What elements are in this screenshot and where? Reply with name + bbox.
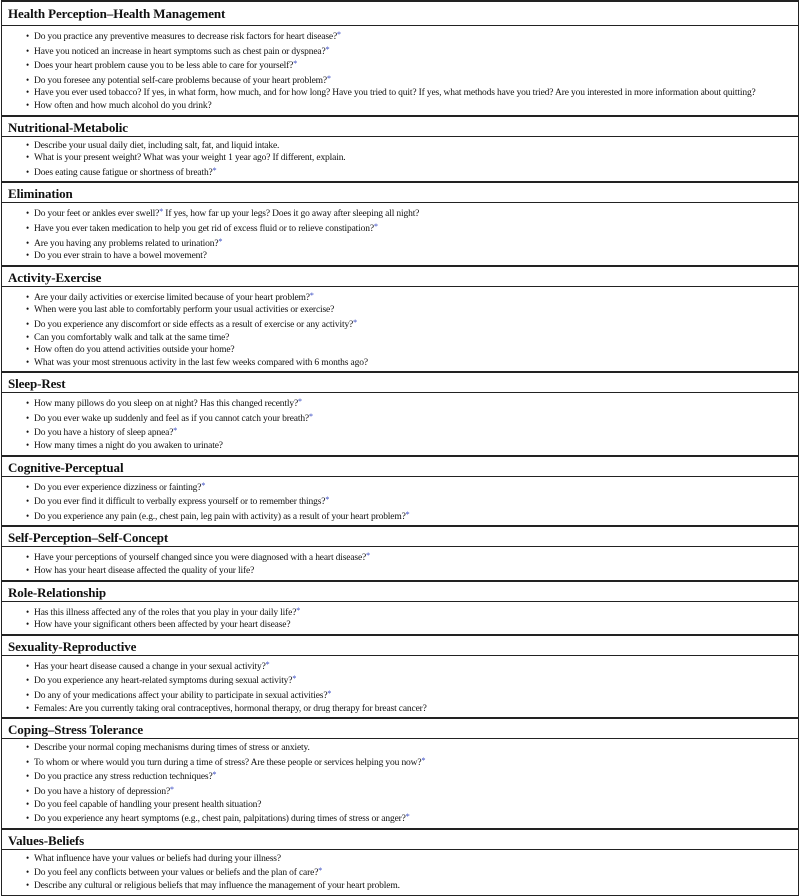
bullet-icon: • — [26, 87, 30, 98]
question-item — [26, 673, 798, 688]
footnote-marker-icon: * — [326, 73, 331, 83]
question-text: Do you experience any pain (e.g., chest pain, leg pain with activity) as a result of your heart problem? — [34, 511, 406, 522]
section-header: Nutritional-Metabolic — [2, 115, 798, 137]
question-text: How have your significant others been affected by your heart disease? — [34, 620, 291, 631]
question-item — [26, 494, 798, 509]
section-header: Elimination — [2, 181, 798, 203]
question-list — [2, 742, 798, 826]
section-body — [2, 287, 798, 372]
footnote-marker-icon: * — [293, 59, 298, 69]
section-body — [2, 203, 798, 264]
bullet-icon: • — [26, 208, 30, 219]
footnote-marker-icon: * — [373, 221, 378, 231]
footnote-marker-icon: * — [218, 236, 223, 246]
question-text: Does your heart problem cause you to be less able to care for yourself? — [34, 61, 294, 72]
footnote-marker-icon: * — [309, 411, 313, 421]
footnote-marker-icon: * — [366, 551, 370, 561]
bullet-icon: • — [26, 222, 30, 233]
bullet-icon: • — [26, 60, 30, 71]
footnote-marker-icon: * — [325, 495, 330, 505]
bullet-icon: • — [26, 565, 30, 576]
bullet-icon: • — [26, 702, 30, 713]
section-body — [2, 393, 798, 454]
question-item — [26, 509, 798, 524]
bullet-icon: • — [26, 879, 30, 890]
question-item — [26, 206, 798, 221]
question-item — [26, 317, 798, 332]
question-list — [2, 480, 798, 524]
question-item — [26, 755, 798, 770]
question-text: Are you having any problems related to urination? — [34, 238, 219, 249]
question-list — [2, 140, 798, 180]
question-item — [26, 853, 798, 866]
question-text-continued: If yes, how far up your legs? Does it go away after sleeping all night? — [163, 209, 420, 220]
bullet-icon: • — [26, 331, 30, 342]
footnote-marker-icon: * — [325, 44, 330, 54]
section-header: Sexuality-Reproductive — [2, 634, 798, 656]
footnote-marker-icon: * — [265, 659, 270, 669]
question-item — [26, 152, 798, 165]
section-coping-stress-tolerance — [2, 717, 798, 828]
section-header: Values-Beliefs — [2, 828, 798, 850]
footnote-marker-icon: * — [318, 866, 323, 876]
bullet-icon: • — [26, 852, 30, 863]
bullet-icon: • — [26, 99, 30, 110]
question-text: When were you last able to comfortably perform your usual activities or exercise? — [34, 305, 335, 316]
footnote-marker-icon: * — [212, 165, 217, 175]
question-text: Do you ever experience dizziness or fainting? — [34, 482, 202, 493]
question-item — [26, 784, 798, 799]
question-text: How has your heart disease affected the quality of your life? — [34, 566, 255, 577]
question-item — [26, 44, 798, 59]
section-values-beliefs — [2, 828, 798, 895]
section-sleep-rest — [2, 371, 798, 454]
question-text: Can you comfortably walk and talk at the same time? — [34, 332, 230, 343]
bullet-icon: • — [26, 619, 30, 630]
footnote-marker-icon: * — [296, 605, 301, 615]
footnote-marker-icon: * — [173, 426, 178, 436]
bullet-icon: • — [26, 690, 30, 700]
footnote-marker-icon: * — [292, 674, 297, 684]
footnote-marker-icon: * — [212, 770, 217, 780]
question-text: Do you have a history of depression? — [34, 786, 171, 797]
question-item — [26, 480, 798, 495]
question-text: Do you practice any stress reduction techniques? — [34, 772, 213, 783]
bullet-icon: • — [26, 250, 30, 261]
section-header: Health Perception–Health Management — [2, 2, 798, 26]
section-header: Activity-Exercise — [2, 265, 798, 287]
section-header: Coping–Stress Tolerance — [2, 717, 798, 739]
question-item — [26, 550, 798, 565]
question-item — [26, 659, 798, 674]
question-text: Are your daily activities or exercise limited because of your heart problem? — [34, 292, 310, 303]
question-item — [26, 290, 798, 305]
section-elimination — [2, 181, 798, 264]
question-text: Have you ever used tobacco? If yes, in what form, how much, and for how long? Have you tried to quit? If yes, what methods have you tried? Are you interested in more information about quitting? — [34, 88, 756, 99]
question-item — [26, 87, 798, 100]
bullet-icon: • — [26, 771, 30, 782]
footnote-marker-icon: * — [201, 480, 206, 490]
question-item — [26, 73, 798, 88]
question-item — [26, 100, 798, 113]
question-item — [26, 742, 798, 755]
bullet-icon: • — [26, 675, 30, 686]
assessment-table — [1, 0, 799, 896]
bullet-icon: • — [26, 742, 30, 753]
question-item — [26, 396, 798, 411]
bullet-icon: • — [26, 166, 30, 177]
section-header: Sleep-Rest — [2, 371, 798, 393]
section-body — [2, 656, 798, 717]
question-item — [26, 425, 798, 440]
bullet-icon: • — [26, 291, 30, 302]
bullet-icon: • — [26, 756, 30, 767]
question-text: Females: Are you currently taking oral contraceptives, hormonal therapy, or drug therapy for breast cancer? — [34, 703, 427, 714]
section-sexuality-reproductive — [2, 634, 798, 717]
footnote-marker-icon: * — [298, 397, 302, 407]
section-body — [2, 477, 798, 526]
bullet-icon: • — [26, 606, 30, 617]
question-item — [26, 619, 798, 632]
question-text: Do you practice any preventive measures to decrease risk factors for heart disease? — [34, 32, 338, 42]
section-header: Cognitive-Perceptual — [2, 455, 798, 477]
footnote-marker-icon: * — [309, 290, 314, 300]
question-item — [26, 769, 798, 784]
bullet-icon: • — [26, 344, 30, 355]
question-text: How often do you attend activities outside your home? — [34, 345, 235, 356]
question-text: Have you noticed an increase in heart symptoms such as chest pain or dyspnea? — [34, 46, 326, 57]
bullet-icon: • — [26, 867, 30, 878]
section-self-perception-self-concept — [2, 525, 798, 579]
section-body — [2, 850, 798, 895]
question-item — [26, 440, 798, 453]
question-text: How many pillows do you sleep on at night? Has this changed recently? — [34, 399, 299, 410]
question-item — [26, 688, 798, 703]
question-text: Describe your usual daily diet, including salt, fat, and liquid intake. — [34, 140, 280, 151]
footnote-marker-icon: * — [337, 30, 341, 39]
question-text: Do you experience any heart-related symptoms during sexual activity? — [34, 676, 293, 687]
question-item — [26, 880, 798, 893]
question-text: Do you have a history of sleep apnea? — [34, 428, 174, 439]
footnote-marker-icon: * — [170, 784, 174, 794]
bullet-icon: • — [26, 31, 30, 41]
question-text: How many times a night do you awaken to urinate? — [34, 441, 223, 452]
question-item — [26, 565, 798, 578]
question-item — [26, 344, 798, 357]
footnote-marker-icon: * — [159, 207, 164, 217]
bullet-icon: • — [26, 318, 30, 329]
question-item — [26, 703, 798, 716]
question-text: How often and how much alcohol do you drink? — [34, 100, 212, 111]
bullet-icon: • — [26, 660, 30, 671]
question-text: Have you ever taken medication to help you get rid of excess fluid or to relieve constipation? — [34, 223, 374, 234]
bullet-icon: • — [26, 139, 30, 150]
question-list — [2, 659, 798, 715]
section-body — [2, 739, 798, 828]
question-item — [26, 140, 798, 153]
question-item — [26, 865, 798, 880]
bullet-icon: • — [26, 152, 30, 163]
footnote-marker-icon: * — [405, 812, 410, 822]
footnote-marker-icon: * — [353, 317, 357, 327]
question-item — [26, 357, 798, 370]
bullet-icon: • — [26, 552, 30, 563]
question-item — [26, 29, 798, 44]
question-text: Has this illness affected any of the roles that you play in your daily life? — [34, 607, 297, 618]
question-item — [26, 250, 798, 263]
bullet-icon: • — [26, 74, 30, 85]
bullet-icon: • — [26, 785, 30, 796]
question-item — [26, 58, 798, 73]
section-header: Self-Perception–Self-Concept — [2, 525, 798, 547]
section-header: Role-Relationship — [2, 580, 798, 602]
section-body — [2, 26, 798, 115]
footnote-marker-icon: * — [405, 509, 410, 519]
question-text: Describe any cultural or religious beliefs that may influence the management of your heart problem. — [34, 880, 400, 891]
bullet-icon: • — [26, 412, 30, 423]
bullet-icon: • — [26, 427, 30, 438]
question-text: Do you foresee any potential self-care problems because of your heart problem? — [34, 75, 327, 86]
section-activity-exercise — [2, 265, 798, 372]
question-text: Do you feel any conflicts between your values or beliefs and the plan of care? — [34, 868, 319, 879]
bullet-icon: • — [26, 481, 30, 492]
question-item — [26, 332, 798, 345]
bullet-icon: • — [26, 237, 30, 248]
section-body — [2, 602, 798, 634]
question-text: Does eating cause fatigue or shortness of breath? — [34, 167, 213, 178]
question-text: Do you ever find it difficult to verbally express yourself or to remember things? — [34, 497, 326, 508]
question-text: What was your most strenuous activity in the last few weeks compared with 6 months ago? — [34, 357, 368, 368]
question-text: Do you experience any discomfort or side effects as a result of exercise or any activity? — [34, 319, 354, 330]
question-text: Do you ever wake up suddenly and feel as if you cannot catch your breath? — [34, 413, 310, 424]
section-cognitive-perceptual — [2, 455, 798, 526]
bullet-icon: • — [26, 356, 30, 367]
question-text: What is your present weight? What was your weight 1 year ago? If different, explain. — [34, 153, 346, 164]
question-item — [26, 411, 798, 426]
question-text: Do your feet or ankles ever swell? — [34, 209, 160, 220]
section-nutritional-metabolic — [2, 115, 798, 182]
question-item — [26, 811, 798, 826]
section-body — [2, 547, 798, 579]
footnote-marker-icon: * — [421, 755, 426, 765]
question-item — [26, 605, 798, 620]
question-list — [2, 605, 798, 632]
question-text: To whom or where would you turn during a time of stress? Are these people or services helping you now? — [34, 757, 422, 768]
question-text: Have your perceptions of yourself changed since you were diagnosed with a heart disease? — [34, 553, 367, 564]
question-list — [2, 396, 798, 452]
question-item — [26, 799, 798, 812]
question-list — [2, 853, 798, 893]
question-text: What influence have your values or beliefs had during your illness? — [34, 853, 281, 864]
section-health-perception-health-management — [2, 2, 798, 115]
bullet-icon: • — [26, 304, 30, 315]
question-item — [26, 304, 798, 317]
section-role-relationship — [2, 580, 798, 634]
question-text: Describe your normal coping mechanisms during times of stress or anxiety. — [34, 743, 310, 754]
question-item — [26, 165, 798, 180]
section-body — [2, 137, 798, 182]
question-list — [2, 290, 798, 370]
question-text: Has your heart disease caused a change in your sexual activity? — [34, 661, 266, 672]
question-list — [2, 550, 798, 577]
question-item — [26, 236, 798, 251]
question-list — [2, 29, 798, 113]
question-text: Do you ever strain to have a bowel movement? — [34, 251, 207, 262]
footnote-marker-icon: * — [327, 689, 332, 698]
question-text: Do you experience any heart symptoms (e.g., chest pain, palpitations) during times of stress or anger? — [34, 814, 406, 825]
bullet-icon: • — [26, 510, 30, 521]
question-text: Do you feel capable of handling your present health situation? — [34, 799, 262, 810]
bullet-icon: • — [26, 440, 30, 451]
question-item — [26, 221, 798, 236]
bullet-icon: • — [26, 398, 30, 409]
question-list — [2, 206, 798, 262]
bullet-icon: • — [26, 813, 30, 824]
question-text: Do any of your medications affect your ability to participate in sexual activities? — [34, 691, 328, 701]
bullet-icon: • — [26, 798, 30, 809]
bullet-icon: • — [26, 45, 30, 56]
bullet-icon: • — [26, 496, 30, 507]
